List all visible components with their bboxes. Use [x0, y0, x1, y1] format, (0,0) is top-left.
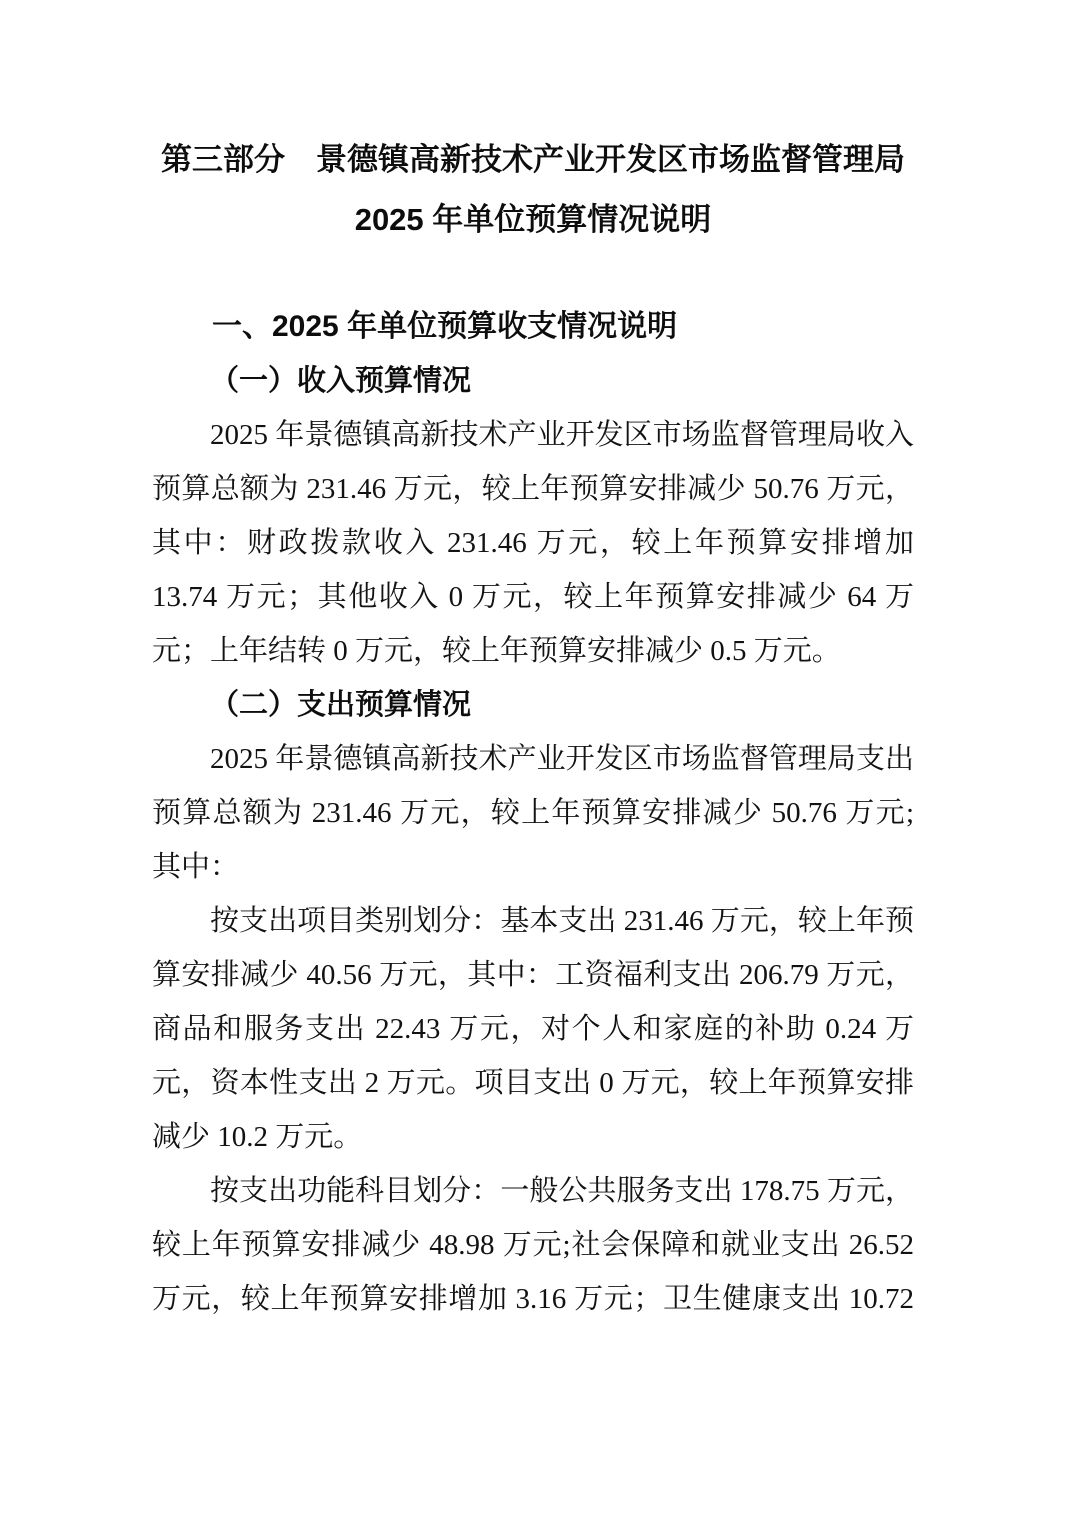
document-title-line1: 第三部分 景德镇高新技术产业开发区市场监督管理局 [161, 142, 905, 177]
expenditure-by-item-paragraph: 按支出项目类别划分：基本支出 231.46 万元，较上年预算安排减少 40.56 万元，其中：工资福利支出 206.79 万元，商品和服务支出 22.43 万元，对个人和家庭的补助 0.24 万元，资本性支出 2 万元。项目支出 0 万元，较上年预算安排减少 10.2 万元。 [152, 905, 914, 1153]
document-title-line2: 2025 年单位预算情况说明 [354, 202, 712, 237]
expenditure-total-paragraph: 2025 年景德镇高新技术产业开发区市场监督管理局支出预算总额为 231.46 万元，较上年预算安排减少 50.76 万元;其中： [152, 743, 914, 883]
subsection-heading-expenditure: （二）支出预算情况 [210, 689, 472, 721]
subsection-heading-income: （一）收入预算情况 [210, 365, 472, 397]
title-spacer [152, 250, 914, 300]
document-title [152, 130, 914, 250]
income-budget-paragraph: 2025 年景德镇高新技术产业开发区市场监督管理局收入预算总额为 231.46 万元，较上年预算安排减少 50.76 万元，其中：财政拨款收入 231.46 万元，较上年预算安排增加 13.74 万元；其他收入 0 万元，较上年预算安排减少 64 万元；上年结转 0 万元，较上年预算安排减少 0.5 万元。 [152, 419, 914, 667]
section-heading-budget-overview: 一、2025 年单位预算收支情况说明 [212, 310, 678, 343]
expenditure-by-function-paragraph: 按支出功能科目划分：一般公共服务支出 178.75 万元，较上年预算安排减少 48.98 万元;社会保障和就业支出 26.52 万元，较上年预算安排增加 3.16 万元；卫生健康支出 10.72 [152, 1175, 914, 1315]
